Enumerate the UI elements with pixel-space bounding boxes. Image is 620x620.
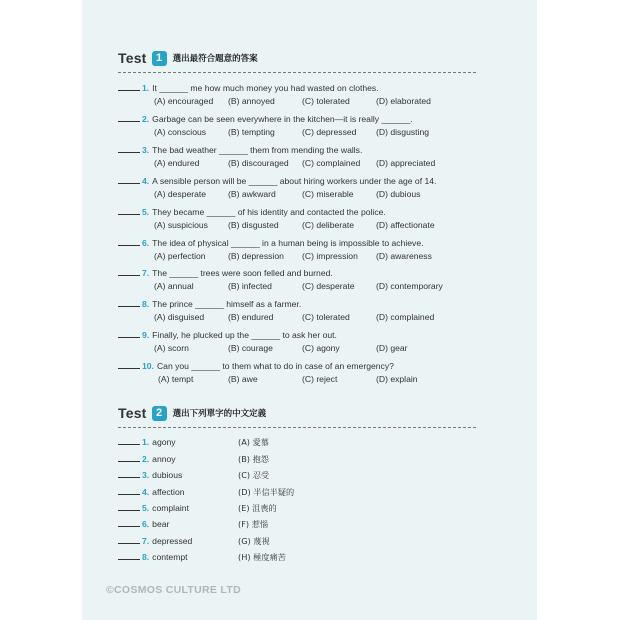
option-d: (D) awareness [376, 251, 432, 261]
option-b: (B) tempting [228, 127, 275, 137]
option-b: (B) endured [228, 312, 274, 322]
vocab-definition: (G) 蔑視 [238, 536, 270, 546]
option-c: (C) complained [302, 158, 361, 168]
item-number: 2. [142, 454, 150, 464]
test-2-number-badge: 2 [152, 406, 167, 421]
answer-blank[interactable] [118, 470, 140, 478]
option-a: (A) disguised [154, 312, 205, 322]
option-a: (A) encouraged [154, 96, 214, 106]
item-number: 5. [142, 503, 150, 513]
vocab-definition: (C) 忍受 [238, 470, 270, 480]
answer-blank[interactable] [118, 268, 140, 276]
option-b: (B) courage [228, 343, 273, 353]
question-4 [118, 176, 488, 201]
question-number: 10. [142, 361, 154, 371]
option-c: (C) deliberate [302, 220, 355, 230]
test-2-label: Test [118, 405, 147, 421]
option-c: (C) reject [302, 374, 338, 384]
option-d: (D) elaborated [376, 96, 431, 106]
question-number: 8. [142, 299, 150, 309]
vocab-definition: (E) 沮喪的 [238, 503, 277, 513]
option-c: (C) tolerated [302, 312, 350, 322]
question-text: The idea of physical ______ in a human being is impossible to achieve. [152, 238, 424, 248]
answer-blank[interactable] [118, 114, 140, 122]
question-7 [118, 268, 488, 293]
vocab-item-2 [118, 454, 418, 466]
option-a: (A) tempt [158, 374, 194, 384]
question-10 [118, 361, 488, 386]
question-number: 1. [142, 83, 150, 93]
vocab-item-8 [118, 552, 418, 564]
question-2 [118, 114, 488, 139]
option-c: (C) impression [302, 251, 358, 261]
vocab-word: depressed [152, 536, 193, 546]
vocab-word: annoy [152, 454, 176, 464]
test-2-instruction: 選出下列單字的中文定義 [172, 409, 267, 419]
item-number: 4. [142, 487, 150, 497]
vocab-item-1 [118, 437, 418, 449]
answer-blank[interactable] [118, 176, 140, 184]
option-c: (C) miserable [302, 189, 354, 199]
question-text: The bad weather ______ them from mending the walls. [152, 145, 363, 155]
answer-blank[interactable] [118, 437, 140, 445]
option-c: (C) agony [302, 343, 340, 353]
option-a: (A) annual [154, 281, 194, 291]
question-9 [118, 330, 488, 355]
option-a: (A) desperate [154, 189, 207, 199]
question-1 [118, 83, 488, 108]
vocab-word: bear [152, 519, 170, 529]
question-number: 7. [142, 268, 150, 278]
option-a: (A) suspicious [154, 220, 208, 230]
option-d: (D) disgusting [376, 127, 430, 137]
question-5 [118, 207, 488, 232]
question-text: The prince ______ himself as a farmer. [152, 299, 302, 309]
test-1-instruction: 選出最符合題意的答案 [172, 54, 258, 64]
item-number: 1. [142, 437, 150, 447]
option-b: (B) awkward [228, 189, 276, 199]
question-number: 3. [142, 145, 150, 155]
question-text: They became ______ of his identity and contacted the police. [152, 207, 386, 217]
question-text: Can you ______ to them what to do in case of an emergency? [156, 361, 394, 371]
copyright-footer: ©COSMOS CULTURE LTD [106, 584, 241, 596]
answer-blank[interactable] [118, 361, 140, 369]
vocab-definition: (F) 惹惱 [238, 519, 269, 529]
vocab-definition: (H) 極度痛苦 [238, 552, 286, 562]
option-d: (D) appreciated [376, 158, 436, 168]
answer-blank[interactable] [118, 207, 140, 215]
answer-blank[interactable] [118, 299, 140, 307]
option-d: (D) explain [376, 374, 418, 384]
option-a: (A) scorn [154, 343, 189, 353]
item-number: 7. [142, 536, 150, 546]
question-number: 4. [142, 176, 150, 186]
option-a: (A) conscious [154, 127, 207, 137]
question-number: 5. [142, 207, 150, 217]
question-text: A sensible person will be ______ about hiring workers under the age of 14. [152, 176, 437, 186]
option-d: (D) contemporary [376, 281, 443, 291]
answer-blank[interactable] [118, 536, 140, 544]
option-b: (B) annoyed [228, 96, 275, 106]
item-number: 6. [142, 519, 150, 529]
vocab-item-6 [118, 519, 418, 531]
test-2-divider [118, 427, 476, 428]
answer-blank[interactable] [118, 330, 140, 338]
option-b: (B) disgusted [228, 220, 279, 230]
question-number: 2. [142, 114, 150, 124]
answer-blank[interactable] [118, 238, 140, 246]
answer-blank[interactable] [118, 519, 140, 527]
question-text: The ______ trees were soon felled and burned. [152, 268, 333, 278]
option-b: (B) discouraged [228, 158, 289, 168]
vocab-definition: (D) 半信半疑的 [238, 487, 295, 497]
question-8 [118, 299, 488, 324]
option-c: (C) desperate [302, 281, 355, 291]
vocab-word: complaint [152, 503, 189, 513]
vocab-definition: (B) 抱怨 [238, 454, 269, 464]
option-c: (C) depressed [302, 127, 357, 137]
test-1-number-badge: 1 [152, 51, 167, 66]
vocab-item-3 [118, 470, 418, 482]
item-number: 3. [142, 470, 150, 480]
test-1-divider [118, 72, 476, 73]
vocab-word: contempt [152, 552, 188, 562]
question-text: It ______ me how much money you had wasted on clothes. [152, 83, 379, 93]
answer-blank[interactable] [118, 552, 140, 560]
option-b: (B) depression [228, 251, 284, 261]
option-d: (D) dubious [376, 189, 421, 199]
test-1-header [118, 50, 258, 66]
test-1-label: Test [118, 50, 147, 66]
option-d: (D) gear [376, 343, 408, 353]
question-number: 9. [142, 330, 150, 340]
vocab-word: dubious [152, 470, 183, 480]
answer-blank[interactable] [118, 145, 140, 153]
option-a: (A) perfection [154, 251, 206, 261]
vocab-item-7 [118, 536, 418, 548]
answer-blank[interactable] [118, 83, 140, 91]
option-b: (B) infected [228, 281, 272, 291]
answer-blank[interactable] [118, 503, 140, 511]
option-d: (D) affectionate [376, 220, 435, 230]
answer-blank[interactable] [118, 454, 140, 462]
answer-blank[interactable] [118, 487, 140, 495]
question-3 [118, 145, 488, 170]
vocab-item-4 [118, 487, 418, 499]
question-text: Garbage can be seen everywhere in the kitchen—it is really ______. [152, 114, 413, 124]
option-d: (D) complained [376, 312, 435, 322]
option-c: (C) tolerated [302, 96, 350, 106]
vocab-word: affection [152, 487, 185, 497]
question-text: Finally, he plucked up the ______ to ask her out. [152, 330, 337, 340]
option-b: (B) awe [228, 374, 258, 384]
vocab-word: agony [152, 437, 176, 447]
question-6 [118, 238, 488, 263]
vocab-definition: (A) 愛慕 [238, 437, 269, 447]
option-a: (A) endured [154, 158, 200, 168]
vocab-item-5 [118, 503, 418, 515]
question-number: 6. [142, 238, 150, 248]
item-number: 8. [142, 552, 150, 562]
test-2-header [118, 405, 266, 421]
